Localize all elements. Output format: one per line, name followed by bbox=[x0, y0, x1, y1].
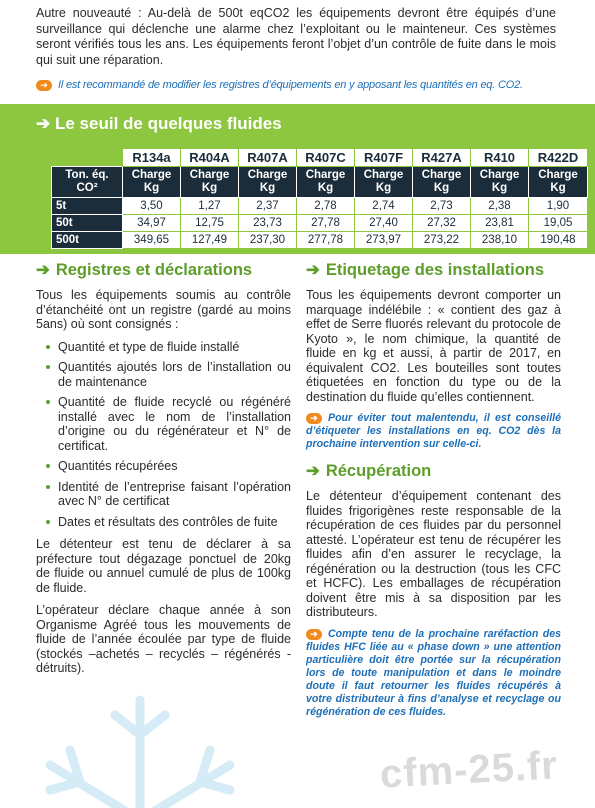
fluid-header: R407A bbox=[239, 149, 297, 167]
list-item-text: Identité de l’entreprise faisant l’opération avec N° de certificat bbox=[58, 479, 291, 508]
kg-label: Kg bbox=[375, 182, 392, 194]
kg-label: Kg bbox=[201, 182, 218, 194]
kg-label: Kg bbox=[491, 182, 508, 194]
charge-kg-header bbox=[471, 167, 529, 198]
registres-title-text: Registres et déclarations bbox=[55, 261, 253, 279]
list-item bbox=[36, 395, 291, 453]
table-cell: 12,75 bbox=[181, 215, 239, 232]
fluid-header: R404A bbox=[181, 149, 239, 167]
arrow-icon: ➔ bbox=[36, 114, 51, 133]
table-cell: 237,30 bbox=[239, 232, 297, 249]
snowflake-icon bbox=[20, 690, 260, 808]
registres-intro: Tous les équipements soumis au contrôle d’étanchéité ont un registre (gardé au moins 5ans) où sont consignés : bbox=[36, 288, 291, 331]
fluid-header: R134a bbox=[123, 149, 181, 167]
list-item bbox=[36, 360, 291, 389]
table-cell: 2,37 bbox=[239, 198, 297, 215]
list-item-text: Dates et résultats des contrôles de fuite bbox=[58, 514, 278, 529]
table-cell: 27,78 bbox=[297, 215, 355, 232]
recuperation-paragraph: Le détenteur d’équipement contenant des fluides frigorigènes reste responsable de la récupération de ces fluides par du personnel attesté. L’opérateur est tenu de récupérer les fluides afin d’en assurer le recyclage, la régénération ou la destruction (tous les CFC et HCFC). Les emballages de récupération doivent être mis à sa disposition par les distributeurs. bbox=[306, 489, 561, 619]
orange-arrow-icon: ➔ bbox=[306, 629, 322, 640]
charge-kg-header bbox=[239, 167, 297, 198]
table-cell: 27,40 bbox=[355, 215, 413, 232]
fluid-header: R407C bbox=[297, 149, 355, 167]
registres-column bbox=[36, 260, 291, 684]
table-section-title-text: Le seuil de quelques fluides bbox=[54, 114, 282, 133]
kg-label: Kg bbox=[143, 182, 160, 194]
kg-label: Kg bbox=[433, 182, 450, 194]
charge-label: Charge bbox=[305, 169, 346, 181]
co2-label: CO² bbox=[76, 182, 98, 194]
table-cell: 3,50 bbox=[123, 198, 181, 215]
table-cell: 1,90 bbox=[529, 198, 588, 215]
table-cell: 1,27 bbox=[181, 198, 239, 215]
fluid-threshold-table bbox=[51, 148, 588, 249]
table-row bbox=[52, 198, 588, 215]
charge-label: Charge bbox=[131, 169, 172, 181]
etiquetage-column bbox=[306, 260, 561, 729]
table-cell: 27,32 bbox=[413, 215, 471, 232]
fluid-header-row bbox=[52, 149, 588, 167]
table-cell: 19,05 bbox=[529, 215, 588, 232]
row-label: 5t bbox=[52, 198, 123, 215]
etiquetage-title bbox=[306, 260, 561, 280]
charge-label: Charge bbox=[363, 169, 404, 181]
bullet-icon bbox=[46, 400, 50, 404]
charge-label: Charge bbox=[479, 169, 520, 181]
orange-arrow-icon: ➔ bbox=[306, 413, 322, 424]
recuperation-note bbox=[306, 628, 561, 719]
table-row bbox=[52, 215, 588, 232]
table-cell: 238,10 bbox=[471, 232, 529, 249]
table-cell: 273,22 bbox=[413, 232, 471, 249]
table-section-title bbox=[36, 114, 282, 134]
site-watermark: cfm-25.fr bbox=[378, 743, 559, 797]
etiquetage-note bbox=[306, 412, 561, 451]
arrow-icon: ➔ bbox=[306, 261, 320, 279]
table-cell: 277,78 bbox=[297, 232, 355, 249]
ton-eq-co2-header bbox=[52, 167, 123, 198]
list-item-text: Quantités ajoutés lors de l’installation ou de maintenance bbox=[58, 360, 291, 389]
operateur-paragraph: L’opérateur déclare chaque année à son Organisme Agréé tous les mouvements de fluide de l’année écoulée par type de fluide (stockés –achetés – recyclés – régénérés - détruits). bbox=[36, 603, 291, 675]
recuperation-note-text: Compte tenu de la prochaine raréfaction des fluides HFC liée au « phase down » une attention particulière doit être portée sur la récupération lors de toute manipulation et dans le moindre doute il faut retourner les fluides récupérés à votre distributeur à fins d’analyse et recyclage ou régénération de ces fluides. bbox=[306, 627, 561, 718]
declaration-paragraph: Le détenteur est tenu de déclarer à sa préfecture tout dégazage ponctuel de 20kg de fluide ou annuel cumulé de plus de 100kg de fluide. bbox=[36, 537, 291, 595]
charge-kg-header bbox=[297, 167, 355, 198]
list-item bbox=[36, 459, 291, 474]
arrow-icon: ➔ bbox=[306, 462, 320, 480]
table-corner bbox=[52, 149, 123, 167]
ton-eq-label: Ton. éq. bbox=[65, 169, 109, 181]
table-cell: 2,74 bbox=[355, 198, 413, 215]
intro-note bbox=[36, 78, 576, 92]
fluid-header: R410 bbox=[471, 149, 529, 167]
etiquetage-note-text: Pour éviter tout malentendu, il est conseillé d’étiqueter les installations en eq. CO2 dès la prochaine intervention sur celle-ci. bbox=[306, 412, 561, 450]
arrow-icon: ➔ bbox=[36, 261, 50, 279]
list-item-text: Quantités récupérées bbox=[58, 459, 178, 473]
charge-label: Charge bbox=[247, 169, 288, 181]
bullet-icon bbox=[46, 520, 50, 524]
table-cell: 2,78 bbox=[297, 198, 355, 215]
table-cell: 2,73 bbox=[413, 198, 471, 215]
unit-header-row bbox=[52, 167, 588, 198]
fluid-header: R407F bbox=[355, 149, 413, 167]
table-cell: 34,97 bbox=[123, 215, 181, 232]
table-cell: 23,81 bbox=[471, 215, 529, 232]
intro-paragraph: Autre nouveauté : Au-delà de 500t eqCO2 les équipements devront être équipés d’une surveillance qui déclenche une alarme chez l’exploitant ou le mainteneur. Ces systèmes seront vérifiés tous les ans. Les équipements feront l’objet d’un contrôle de fuite dans le mois qui suit une réparation. bbox=[36, 6, 556, 67]
kg-label: Kg bbox=[259, 182, 276, 194]
charge-label: Charge bbox=[421, 169, 462, 181]
charge-label: Charge bbox=[189, 169, 230, 181]
bullet-icon bbox=[46, 365, 50, 369]
row-label: 50t bbox=[52, 215, 123, 232]
list-item bbox=[36, 480, 291, 509]
table-cell: 273,97 bbox=[355, 232, 413, 249]
recuperation-title bbox=[306, 461, 561, 481]
list-item-text: Quantité et type de fluide installé bbox=[58, 339, 240, 354]
charge-kg-header bbox=[413, 167, 471, 198]
row-label: 500t bbox=[52, 232, 123, 249]
list-item bbox=[36, 515, 291, 530]
orange-arrow-icon: ➔ bbox=[36, 80, 52, 91]
fluid-header: R422D bbox=[529, 149, 588, 167]
table-cell: 349,65 bbox=[123, 232, 181, 249]
fluid-header: R427A bbox=[413, 149, 471, 167]
charge-kg-header bbox=[181, 167, 239, 198]
etiquetage-paragraph: Tous les équipements devront comporter un marquage indélébile : « contient des gaz à effet de Serre fluorés relevant du protocole de Kyoto », le nom chimique, la quantité de fluide en kg et aussi, à partir de 2017, en équivalent CO2. Les bouteilles sont toutes étiquetées en fonction du type ou de la destination du fluide qu’elles contiennent. bbox=[306, 288, 561, 404]
bullet-icon bbox=[46, 464, 50, 468]
table-row bbox=[52, 232, 588, 249]
table-cell: 127,49 bbox=[181, 232, 239, 249]
registres-title bbox=[36, 260, 291, 280]
list-item bbox=[36, 340, 291, 355]
kg-label: Kg bbox=[317, 182, 334, 194]
intro-note-text: Il est recommandé de modifier les registres d’équipements en y apposant les quantités en eq. CO2. bbox=[58, 79, 523, 91]
charge-kg-header bbox=[529, 167, 588, 198]
kg-label: Kg bbox=[550, 182, 566, 194]
recuperation-title-text: Récupération bbox=[325, 462, 432, 480]
snowflake-decoration bbox=[20, 690, 260, 808]
table-cell: 2,38 bbox=[471, 198, 529, 215]
charge-label: Charge bbox=[538, 169, 578, 181]
bullet-icon bbox=[46, 345, 50, 349]
list-item-text: Quantité de fluide recyclé ou régénéré installé avec le nom de l’installation d’origine ou du régénérateur et N° de certificat. bbox=[58, 395, 291, 453]
table-cell: 23,73 bbox=[239, 215, 297, 232]
charge-kg-header bbox=[355, 167, 413, 198]
bullet-icon bbox=[46, 485, 50, 489]
charge-kg-header bbox=[123, 167, 181, 198]
registres-list bbox=[36, 340, 291, 530]
etiquetage-title-text: Etiquetage des installations bbox=[325, 261, 545, 279]
table-cell: 190,48 bbox=[529, 232, 588, 249]
